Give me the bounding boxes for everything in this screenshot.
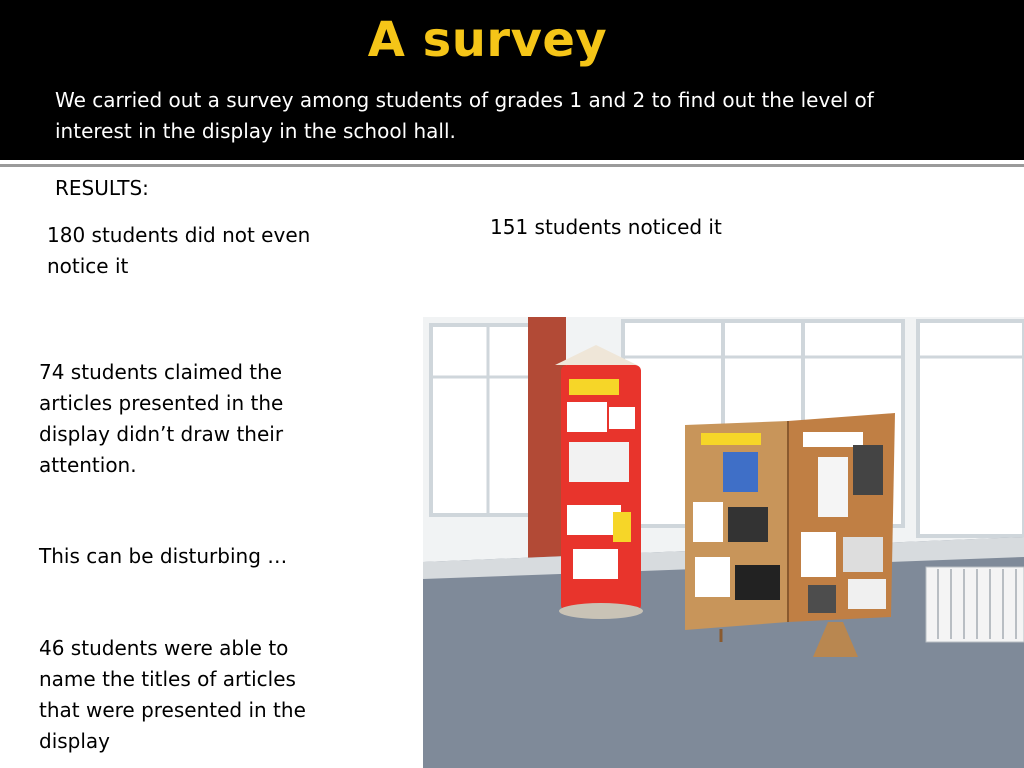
radiator (926, 567, 1024, 642)
header-divider (0, 164, 1024, 167)
slide-title: A survey (367, 12, 608, 68)
named-stat: 46 students were able to name the titles of articles that were presented in the display (39, 636, 306, 753)
results-label: RESULTS: (55, 176, 149, 200)
display-photo (423, 317, 1024, 768)
claimed-stat: 74 students claimed the articles presented in the display didn’t draw their attention. (39, 360, 284, 477)
advertising-column (555, 345, 643, 619)
disturbing-note: This can be disturbing … (39, 544, 288, 568)
not-noticed-stat: 180 students did not even notice it (47, 223, 311, 278)
intro-text: We carried out a survey among students of grades 1 and 2 to find out the level of interest in the display in the school hall. (55, 88, 874, 143)
noticed-stat: 151 students noticed it (490, 215, 722, 239)
